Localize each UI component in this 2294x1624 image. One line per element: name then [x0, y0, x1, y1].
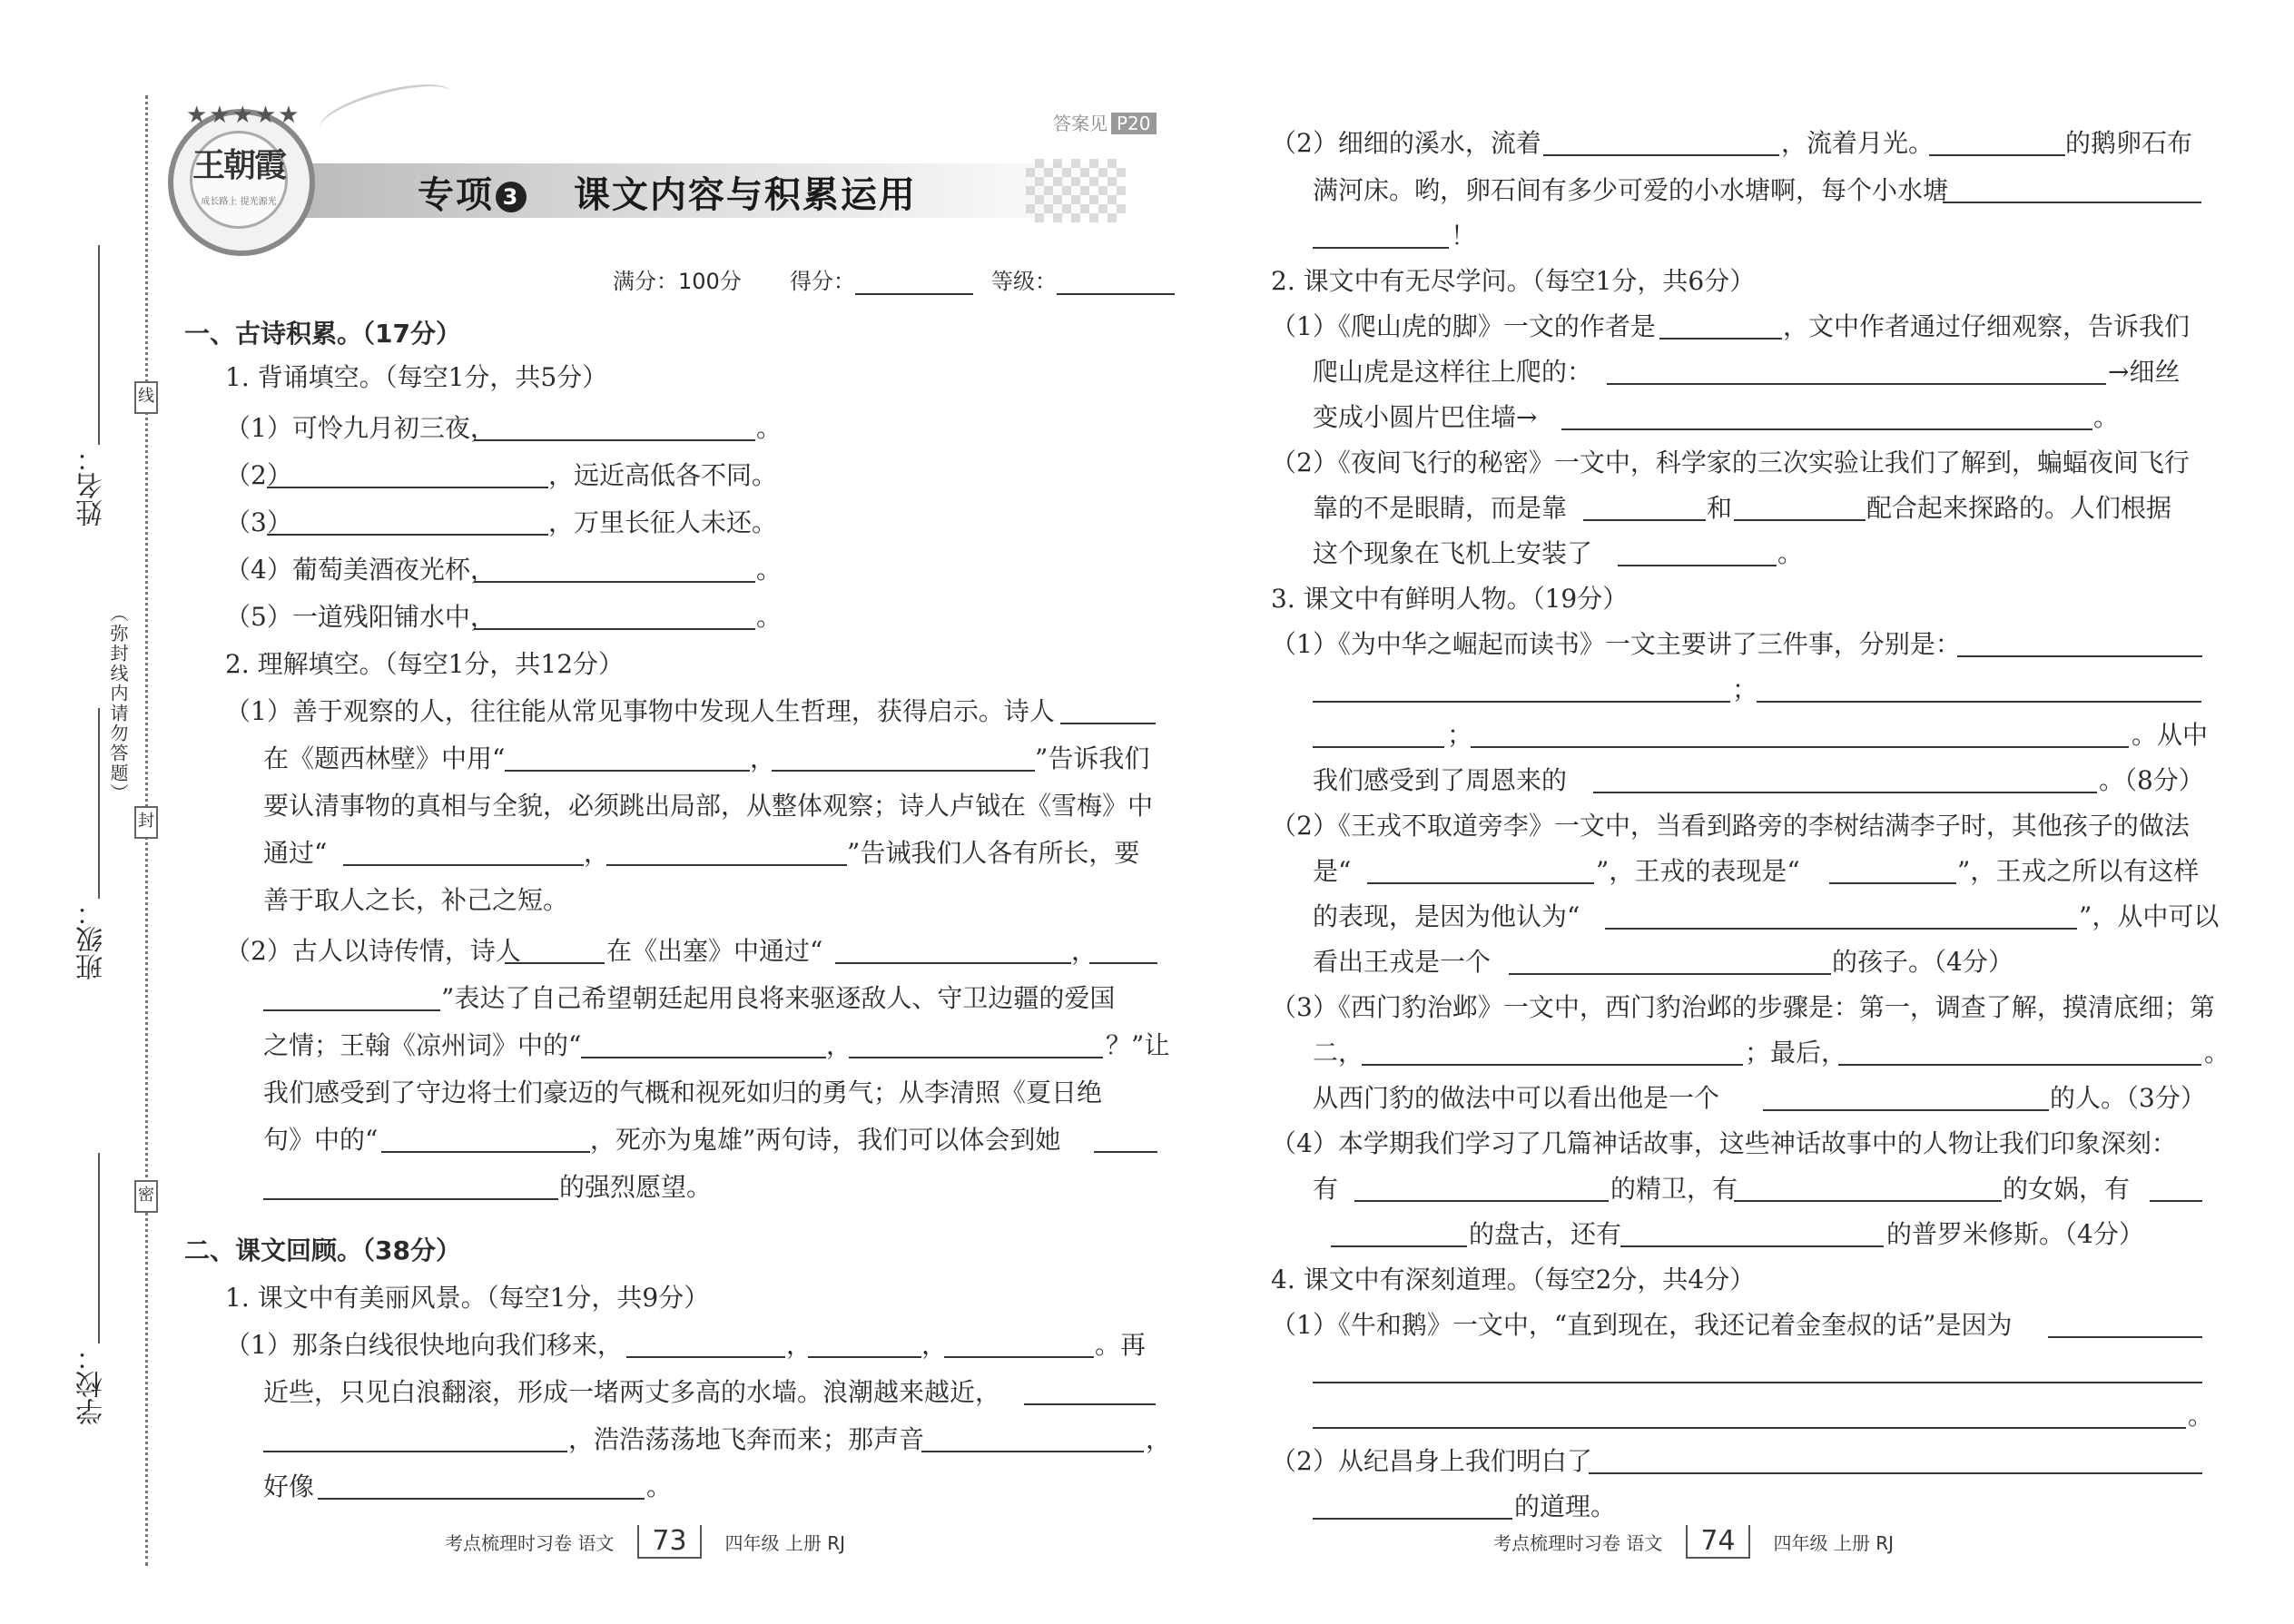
r-q3-1-blank-f[interactable] [1593, 792, 2097, 793]
r-q2-2-blank-a[interactable] [1583, 519, 1706, 521]
q2-1-line4c: ”告诫我们人各有所长，要 [847, 838, 1140, 868]
q2-2-line1c: ， [1071, 936, 1098, 966]
r-q3-1-line4a: 我们感受到了周恩来的 [1313, 765, 1568, 795]
q2-2-blank-e[interactable] [381, 1151, 590, 1153]
r-q3-2-blank-c[interactable] [1605, 928, 2077, 930]
r-q3-1-blank-a[interactable] [1957, 655, 2202, 657]
seal-box-seal: 封 [134, 806, 158, 839]
r-q4-1-line1: （1）《牛和鹅》一文中，“直到现在，我还记着金奎叔的话”是因为 [1271, 1310, 2013, 1340]
q1-5-blank[interactable] [474, 628, 755, 630]
q1-1-text: （1）可怜九月初三夜， [225, 413, 496, 443]
q2-1-line4a: 通过“ [263, 838, 328, 868]
r-q3-1-blank-e[interactable] [1471, 746, 2129, 748]
r-q3-2-line4b: 的孩子。（4分） [1832, 947, 2013, 977]
school-field[interactable] [98, 1153, 100, 1343]
r-q3-2-line4a: 看出王戎是一个 [1313, 947, 1492, 977]
q2-2-blank-d[interactable] [849, 1057, 1103, 1058]
r-q2-1-line1b: ，文中作者通过仔细观察，告诉我们 [1783, 311, 2191, 341]
school-label: 学校： [76, 1343, 108, 1425]
r-q2-2-line2c: 配合起来探路的。人们根据 [1866, 493, 2172, 523]
score-field[interactable]: 得分： [790, 263, 973, 295]
r-q3-2-line1: （2）《王戎不取道旁李》一文中，当看到路旁的李树结满李子时，其他孩子的做法 [1271, 811, 2190, 841]
r-q2-heading: 2. 课文中有无尽学问。（每空1分，共6分） [1271, 266, 1756, 296]
r-q3-1-blank-d[interactable] [1313, 746, 1444, 748]
q2-2-blank-f1[interactable] [1094, 1151, 1157, 1153]
q1-4-end: 。 [756, 555, 783, 585]
r-q2-2-blank-c[interactable] [1618, 565, 1777, 566]
r-q3-3-line2b: ；最后， [1745, 1038, 1847, 1068]
r-q4-2-blank-b[interactable] [1313, 1518, 1512, 1520]
r-q1-2-blank-c1[interactable] [1943, 202, 2201, 203]
r-q3-1-line4b: 。（8分） [2099, 765, 2204, 795]
q2-1-blank-c[interactable] [343, 864, 584, 866]
r-q2-1-line2a: 爬山虎是这样往上爬的： [1313, 357, 1593, 387]
r-q3-3-blank-b[interactable] [1838, 1064, 2201, 1066]
page-number: 74 [1686, 1525, 1749, 1559]
q2-1-line2c: ”告诉我们 [1035, 743, 1150, 773]
q3-1-line1c: ， [921, 1330, 948, 1360]
q1-4-blank[interactable] [474, 581, 755, 583]
r-q1-2-line1c: 的鹅卵石布 [2065, 128, 2193, 158]
footer-left: 考点梳理时习卷 语文 73 四年级 上册 RJ [445, 1525, 846, 1557]
r-q2-2-blank-b[interactable] [1734, 519, 1866, 521]
seal-note: （弥封线内请勿答题） [107, 604, 129, 803]
r-q1-2-blank-c2[interactable] [1313, 247, 1449, 249]
r-q1-2-line1b: ，流着月光。 [1781, 128, 1935, 158]
q3-1-line1b: ， [786, 1330, 812, 1360]
r-q3-3-blank-c[interactable] [1763, 1109, 2049, 1111]
r-q4-1-blank-a[interactable] [2048, 1336, 2202, 1338]
q2-2-line3c: ？”让 [1106, 1030, 1170, 1060]
q1-2-label: （2） [225, 460, 292, 490]
star-icons: ★★★★★ [186, 102, 301, 129]
r-q1-2-line2: 满河床。哟，卵石间有多少可爱的小水塘啊，每个小水塘 [1313, 175, 1949, 205]
q3-1-blank-b[interactable] [808, 1356, 921, 1358]
q3-1-blank-d2[interactable] [263, 1451, 567, 1452]
r-q3-4-line2b: 的精卫，有 [1610, 1174, 1738, 1204]
r-q2-2-line3a: 这个现象在飞机上安装了 [1313, 538, 1593, 568]
q1-3-blank[interactable] [267, 534, 548, 536]
q2-2-line2: ”表达了自己希望朝廷起用良将来驱逐敌人、守卫边疆的爱国 [441, 983, 1116, 1013]
r-q4-1-line3: 。 [2188, 1401, 2214, 1431]
ribbon-decoration [315, 74, 457, 146]
q2-1-poet-blank[interactable] [1060, 723, 1156, 724]
r-q3-2-line2c: ”，王戎之所以有这样 [1957, 856, 2200, 886]
r-q3-3-line3b: 的人。（3分） [2050, 1083, 2206, 1113]
q1-5-end: 。 [756, 602, 783, 632]
r-q4-2-blank-a[interactable] [1589, 1472, 2202, 1474]
q2-1-blank-d[interactable] [606, 864, 847, 866]
r-q2-1-line3b: 。 [2093, 402, 2120, 432]
page-number: 73 [637, 1525, 701, 1559]
q2-2-line1b: 在《出塞》中通过“ [606, 936, 823, 966]
r-q2-1-line3a: 变成小圆片巴住墙→ [1313, 402, 1538, 432]
r-q3-2-line2b: ”，王戎的表现是“ [1596, 856, 1800, 886]
brand-logo: 王朝霞 成长路上 提光源光 [168, 109, 315, 256]
q3-1-blank-e[interactable] [921, 1451, 1144, 1452]
q2-2-line5b: ，死亦为鬼雄”两句诗，我们可以体会到她 [590, 1125, 1061, 1155]
r-q2-1-author-blank[interactable] [1659, 338, 1782, 340]
r-q3-4-blank-a[interactable] [1354, 1200, 1609, 1202]
r-q3-1-blank-b[interactable] [1313, 701, 1730, 703]
footer-right: 考点梳理时习卷 语文 74 四年级 上册 RJ [1493, 1525, 1895, 1557]
q3-1-line2: 近些，只见白浪翻滚，形成一堵两丈多高的水墙。浪潮越来越近， [263, 1377, 1001, 1407]
r-q2-1-line2b: →细丝 [2108, 357, 2181, 387]
section-1-heading: 一、古诗积累。（17分） [184, 319, 461, 349]
q1-2-blank[interactable] [267, 487, 548, 488]
r-q3-4-blank-d[interactable] [1620, 1245, 1884, 1247]
q2-1-line1: （1）善于观察的人，往往能从常见事物中发现人生哲理，获得启示。诗人 [225, 696, 1055, 726]
r-q3-4-line1: （4）本学期我们学习了几篇神话故事，这些神话故事中的人物让我们印象深刻： [1271, 1128, 2177, 1158]
q1-4-text: （4）葡萄美酒夜光杯， [225, 555, 496, 585]
q2-2-blank-f2[interactable] [263, 1198, 558, 1200]
r-q2-1-line1a: （1）《爬山虎的脚》一文的作者是 [1271, 311, 1656, 341]
r-q3-2-blank-a[interactable] [1367, 882, 1594, 884]
name-field[interactable] [98, 245, 100, 445]
seal-box-line: 线 [134, 381, 158, 414]
r-q4-2-line2: 的道理。 [1514, 1491, 1617, 1521]
r-q3-4-line2c: 的女娲，有 [2003, 1174, 2131, 1204]
name-label: 姓名： [76, 445, 108, 527]
r-q2-1-blank-b[interactable] [1607, 383, 2106, 385]
r-q3-4-blank-c2[interactable] [1331, 1245, 1467, 1247]
q2-1-blank-b[interactable] [772, 770, 1035, 772]
grade-field[interactable]: 等级： [991, 263, 1175, 295]
q3-1-line3b: ， [1146, 1424, 1172, 1454]
r-q3-4-blank-c1[interactable] [2150, 1200, 2202, 1202]
q2-2-poet-blank[interactable] [505, 962, 605, 964]
r-q3-2-blank-d[interactable] [1509, 973, 1831, 975]
page-title: 专项 3 课文内容与积累运用 [418, 174, 917, 216]
q3-1-blank-f[interactable] [318, 1498, 645, 1500]
q1-3-text: ，万里长征人未还。 [548, 507, 778, 537]
r-q3-2-line3a: 的表现，是因为他认为“ [1313, 901, 1580, 931]
r-q3-3-line2a: 二， [1313, 1038, 1364, 1068]
r-q3-2-line3b: ”，从中可以 [2079, 901, 2220, 931]
q3-1-line4b: 。 [646, 1471, 673, 1501]
q2-2-blank-c[interactable] [581, 1057, 826, 1058]
r-q4-1-blank-b[interactable] [1313, 1382, 2202, 1383]
r-q4-2-line1: （2）从纪昌身上我们明白了 [1271, 1446, 1592, 1476]
r-q4-heading: 4. 课文中有深刻道理。（每空2分，共4分） [1271, 1265, 1756, 1294]
r-q3-3-line2c: 。 [2204, 1038, 2230, 1068]
q2-2-line1a: （2）古人以诗传情，诗人 [225, 936, 521, 966]
q1-3-label: （3） [225, 507, 292, 537]
q1-heading: 1. 背诵填空。（每空1分，共5分） [225, 362, 608, 392]
section-2-heading: 二、课文回顾。（38分） [184, 1235, 461, 1265]
r-q3-1-line3b: 。从中 [2132, 720, 2209, 750]
q2-1-line2b: ， [750, 743, 776, 773]
q2-2-line3a: 之情；王翰《凉州词》中的“ [263, 1030, 582, 1060]
q1-1-blank[interactable] [474, 439, 755, 441]
q2-2-line4: 我们感受到了守边将士们豪迈的气概和视死如归的勇气；从李清照《夏日绝 [263, 1078, 1103, 1107]
r-q2-2-line2a: 靠的不是眼睛，而是靠 [1313, 493, 1568, 523]
q3-1-line3a: ，浩浩荡荡地飞奔而来；那声音 [568, 1424, 925, 1454]
class-label: 班级： [76, 899, 108, 980]
r-q2-2-line1: （2）《夜间飞行的秘密》一文中，科学家的三次实验让我们了解到，蝙蝠夜间飞行 [1271, 448, 2190, 477]
q2-2-blank-a[interactable] [835, 962, 1071, 964]
q2-2-blank-b2[interactable] [263, 1009, 440, 1011]
r-q3-heading: 3. 课文中有鲜明人物。（19分） [1271, 584, 1629, 614]
r-q2-1-blank-c[interactable] [1561, 428, 2092, 430]
r-q4-1-blank-c[interactable] [1313, 1427, 2186, 1429]
r-q3-1-line1: （1）《为中华之崛起而读书》一文主要讲了三件事，分别是： [1271, 629, 1961, 659]
r-q3-1-blank-c[interactable] [1757, 701, 2201, 703]
r-q3-1-line2: ； [1732, 674, 1758, 704]
q2-2-line3b: ， [826, 1030, 852, 1060]
q3-1-line1a: （1）那条白线很快地向我们移来， [225, 1330, 623, 1360]
r-q3-4-blank-b[interactable] [1734, 1200, 2002, 1202]
r-q3-3-blank-a[interactable] [1362, 1064, 1743, 1066]
r-q3-2-blank-b[interactable] [1829, 882, 1956, 884]
r-q2-2-line3b: 。 [1777, 538, 1804, 568]
r-q3-4-line3a: 的盘古，还有 [1469, 1219, 1622, 1249]
r-q3-1-line3a: ； [1447, 720, 1473, 750]
r-q2-2-line2b: 和 [1707, 493, 1733, 523]
q2-heading: 2. 理解填空。（每空1分，共12分） [225, 649, 625, 679]
q2-1-line3: 要认清事物的真相与全貌，必须跳出局部，从整体观察；诗人卢钺在《雪梅》中 [263, 791, 1154, 821]
r-q1-2-line3: ！ [1451, 221, 1477, 251]
r-q3-4-line2a: 有 [1313, 1174, 1339, 1204]
class-field[interactable] [98, 708, 100, 899]
banner-checker-decoration [1026, 159, 1126, 222]
q2-1-blank-a[interactable] [505, 770, 750, 772]
r-q1-2-blank-b[interactable] [1929, 154, 2065, 156]
q3-1-line4: 好像 [263, 1471, 315, 1501]
r-q3-4-line3b: 的普罗米修斯。（4分） [1886, 1219, 2144, 1249]
r-q3-3-line3a: 从西门豹的做法中可以看出他是一个 [1313, 1083, 1720, 1113]
q3-heading: 1. 课文中有美丽风景。（每空1分，共9分） [225, 1283, 710, 1313]
r-q3-2-line2a: 是“ [1313, 856, 1352, 886]
r-q3-3-line1: （3）《西门豹治邺》一文中，西门豹治邺的步骤是：第一，调查了解，摸清底细；第 [1271, 992, 2215, 1022]
q2-1-line4b: ， [584, 838, 610, 868]
answer-reference: 答案见 P20 [1053, 109, 1157, 135]
q2-1-line2a: 在《题西林壁》中用“ [263, 743, 506, 773]
q2-2-line6: 的强烈愿望。 [559, 1172, 713, 1202]
r-q1-2-line1a: （2）细细的溪水，流着 [1271, 128, 1541, 158]
q2-1-line5: 善于取人之长，补己之短。 [263, 885, 569, 915]
q3-1-blank-c[interactable] [944, 1356, 1094, 1358]
q3-1-line1d: 。再 [1095, 1330, 1147, 1360]
seal-box-secret: 密 [134, 1180, 158, 1213]
q1-1-end: 。 [756, 413, 783, 443]
q3-1-blank-a[interactable] [626, 1356, 785, 1358]
q2-2-line5a: 句》中的“ [263, 1125, 379, 1155]
full-score: 满分：100分 [613, 269, 742, 294]
r-q1-2-blank-a[interactable] [1543, 154, 1779, 156]
q1-5-text: （5）一道残阳铺水中， [225, 602, 496, 632]
q2-2-blank-b1[interactable] [1089, 962, 1157, 964]
q1-2-text: ，远近高低各不同。 [548, 460, 778, 490]
q3-1-blank-d1[interactable] [1024, 1403, 1156, 1405]
